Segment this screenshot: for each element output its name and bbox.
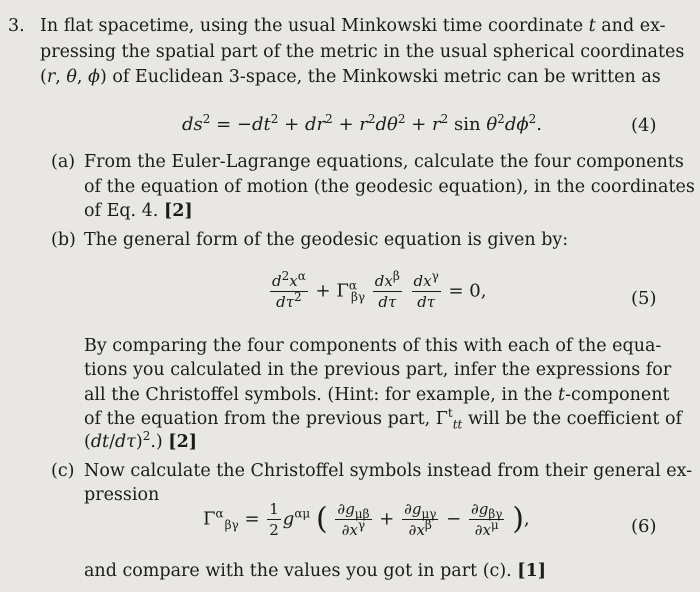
intro-line-3: (r, θ, ϕ) of Euclidean 3-space, the Minkowski metric can be written as	[40, 67, 661, 87]
eq6-frac-2: $\frac{\partial g_{\mu\gamma}}{\partial x^\beta}$	[404, 500, 437, 539]
part-b-line-6: $(dt/d\tau)^2$.) [2]	[84, 429, 198, 452]
equation-6: $\Gamma^\alpha_{\beta\gamma}$ = $\frac{1}{2}$ $g^{\alpha\mu}$ ( $\frac{\partial g_{\mu\beta}}{\partial x^\gamma}$ + $\frac{\partial g_{\mu\gamma}}{\partial x^\beta}$ − $\frac{\partial g_{\beta\gamma}}{\partial x^\mu}$ ),	[203, 500, 530, 539]
equation-5-number: (5)	[631, 288, 657, 309]
equation-4: $ds^2 = -dt^2 + dr^2 + r^2d\theta^2 + r^2$ $\sin \theta^2d\phi^2$.	[182, 112, 542, 135]
eq6-frac-1: $\frac{\partial g_{\mu\beta}}{\partial x^\gamma}$	[337, 500, 370, 539]
part-a-line-1: From the Euler-Lagrange equations, calculate the four components	[84, 152, 684, 172]
part-c-line-2: pression	[84, 485, 160, 505]
problem-number: 3.	[8, 16, 25, 36]
part-a-marks: [2]	[163, 201, 193, 221]
intro-line-2: pressing the spatial part of the metric in the usual spherical coordinates	[40, 42, 685, 62]
equation-5: $\frac{d^2x^\alpha}{d\tau^2}$ + $\Gamma^\alpha_{\beta\gamma}$ $\frac{dx^\beta}{d\tau}$ $\frac{dx^\gamma}{d\tau}$ = 0,	[272, 269, 487, 311]
part-a-line-3	[84, 201, 193, 221]
part-c-final-line	[84, 561, 546, 581]
part-a-line-2: of the equation of motion (the geodesic equation), in the coordinates	[84, 177, 695, 197]
eq5-frac-2: $\frac{dx^\beta}{d\tau}$	[374, 269, 400, 311]
part-b-line-5: of the equation from the previous part, $\Gamma^t_{tt}$ will be the coefficient of	[84, 406, 682, 432]
equation-6-number: (6)	[631, 516, 657, 537]
part-b-line-4: all the Christoffel symbols. (Hint: for example, in the t-component	[84, 385, 670, 405]
intro-line-1: In flat spacetime, using the usual Minkowski time coordinate t and ex-	[40, 16, 666, 36]
eq5-frac-1: $\frac{d^2x^\alpha}{d\tau^2}$	[272, 269, 306, 311]
equation-4-number: (4)	[631, 115, 657, 136]
part-b-line-3: tions you calculated in the previous part, infer the expressions for	[84, 360, 672, 380]
part-c-marks: [1]	[517, 561, 547, 581]
part-a-line-3-text: of Eq. 4.	[84, 201, 159, 221]
part-b-line-1: The general form of the geodesic equation is given by:	[84, 230, 569, 250]
eq6-half: $\frac{1}{2}$	[269, 500, 279, 539]
part-b-marks: [2]	[168, 432, 198, 452]
eq6-frac-3: $\frac{\partial g_{\beta\gamma}}{\partial x^\mu}$	[470, 500, 503, 539]
part-c-final-text: and compare with the values you got in part (c).	[84, 561, 512, 581]
part-c-label: (c)	[51, 461, 75, 481]
part-c-line-1: Now calculate the Christoffel symbols instead from their general ex-	[84, 461, 693, 481]
part-b-label: (b)	[51, 230, 76, 250]
part-b-line-2: By comparing the four components of this with each of the equa-	[84, 336, 662, 356]
part-a-label: (a)	[51, 152, 76, 172]
eq5-frac-3: $\frac{dx^\gamma}{d\tau}$	[413, 269, 439, 311]
